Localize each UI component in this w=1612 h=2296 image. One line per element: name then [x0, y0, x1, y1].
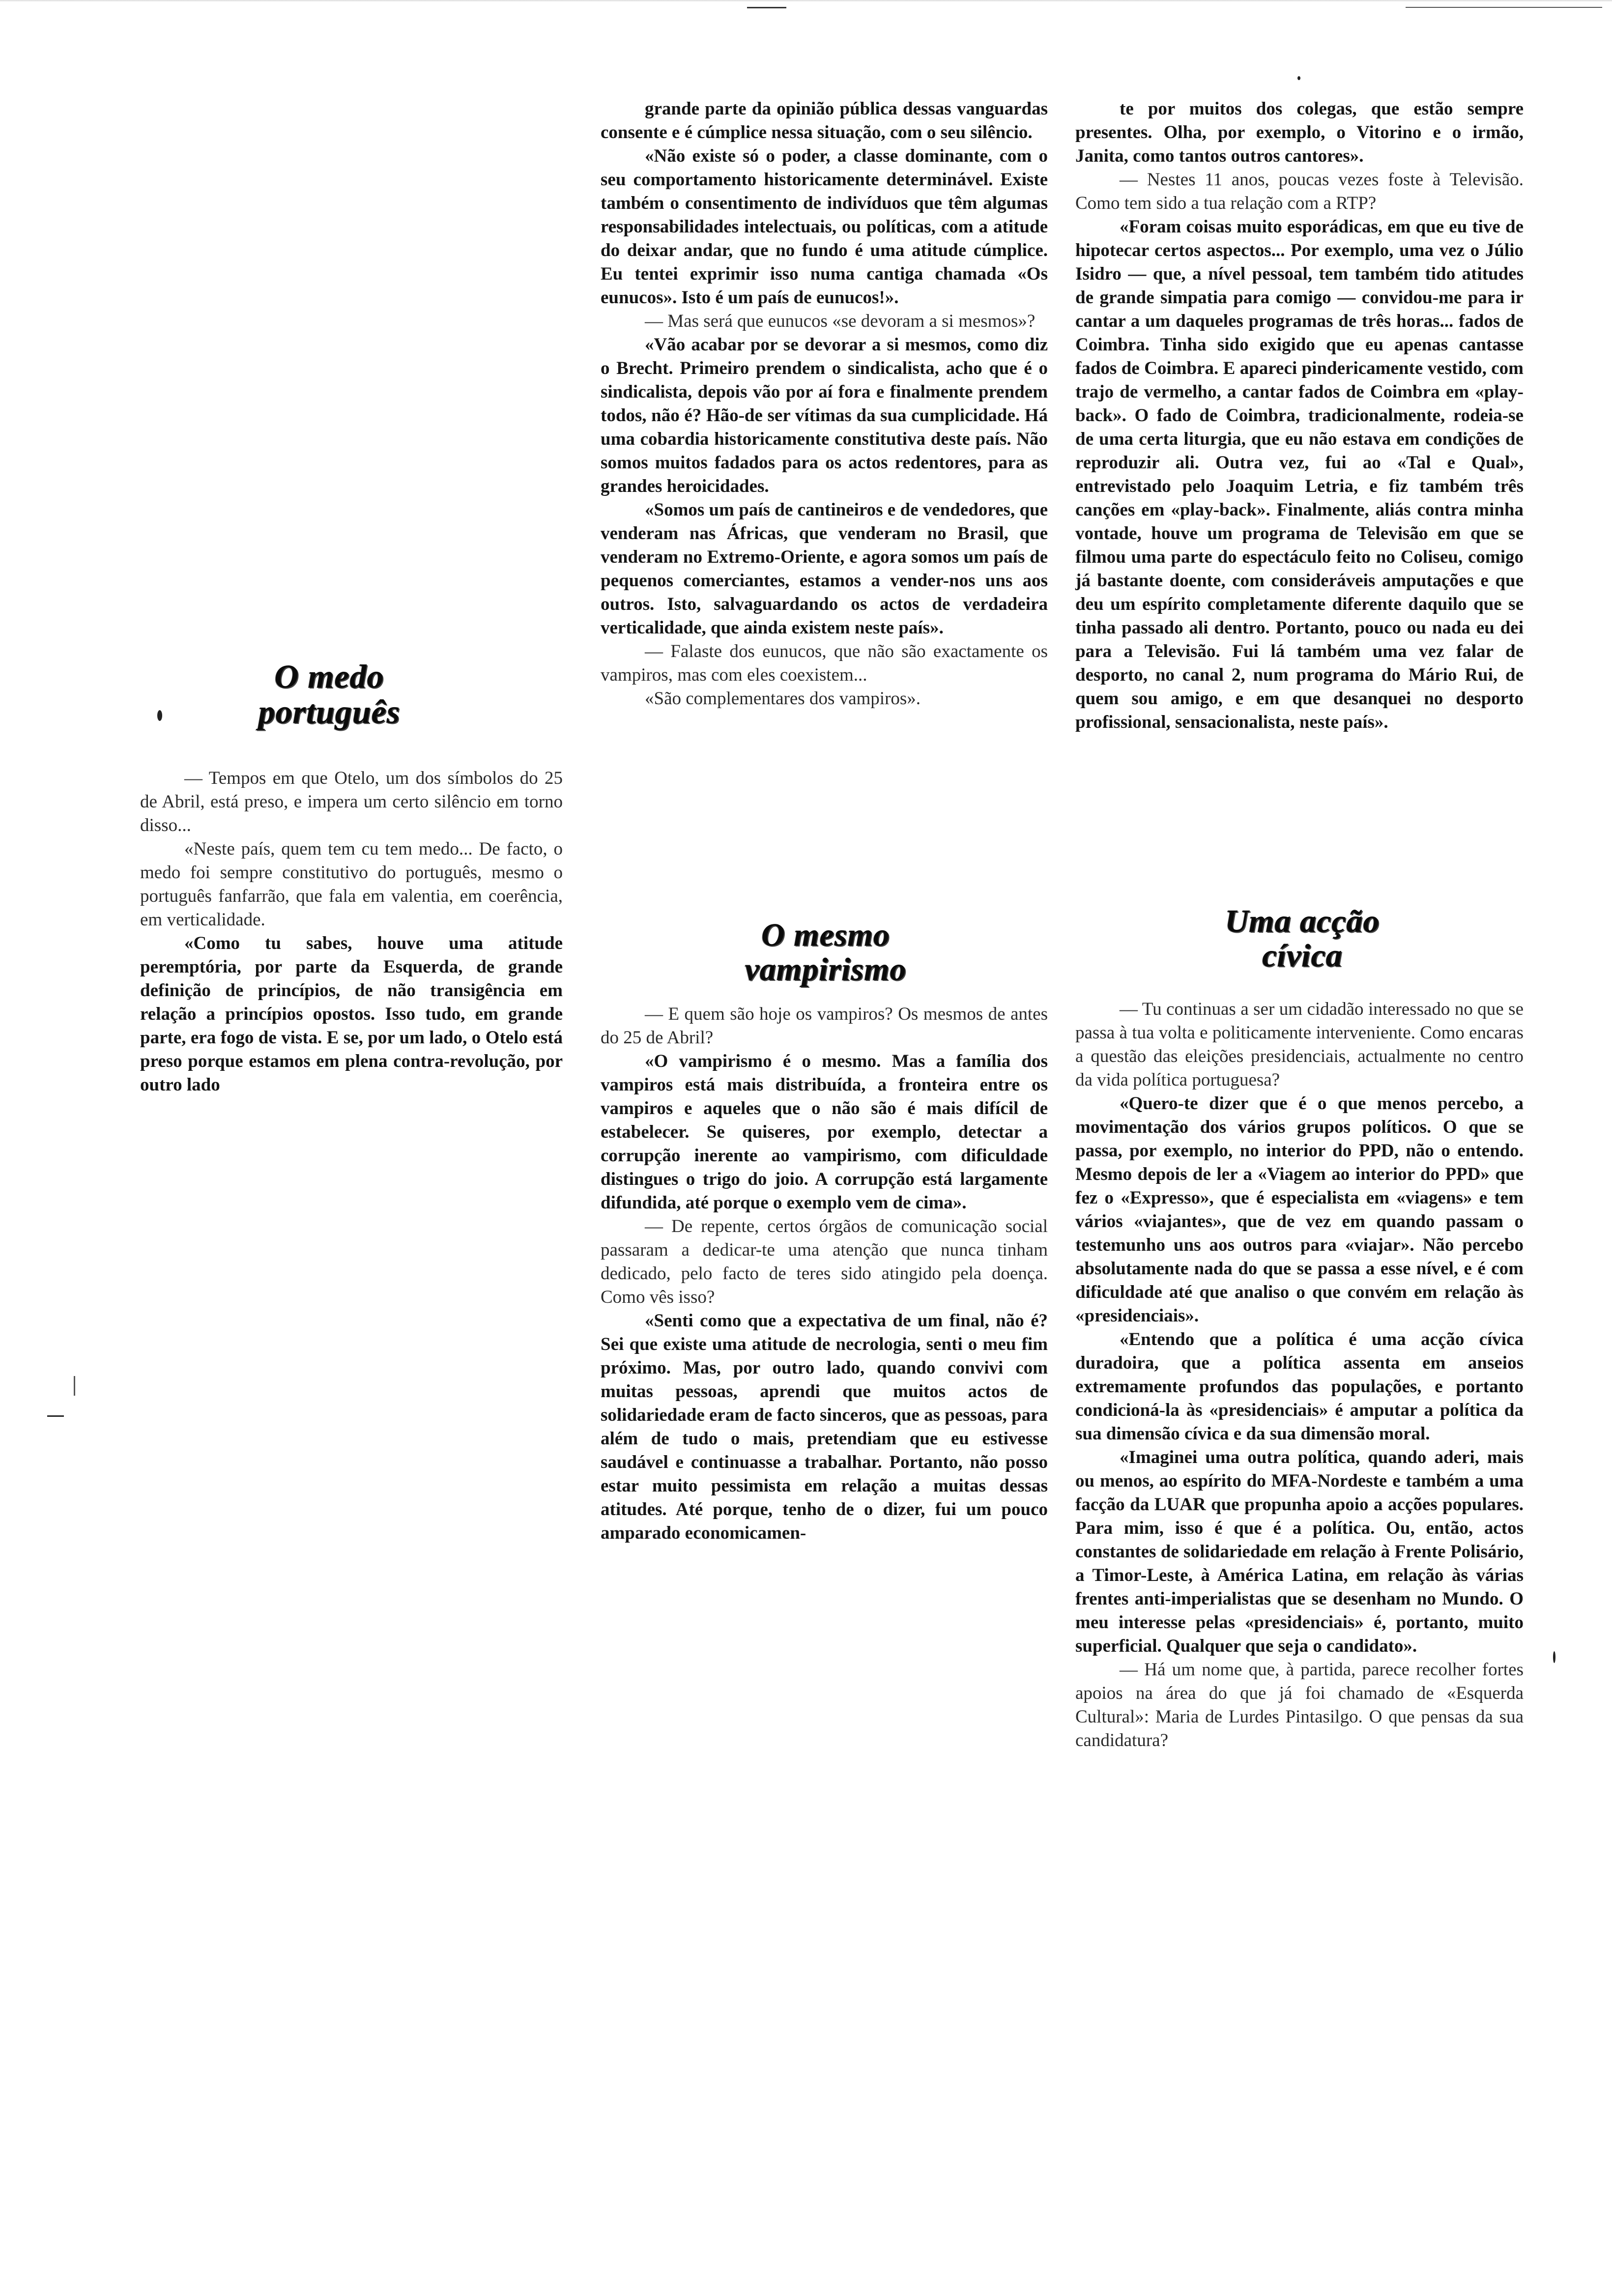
- paragraph: — Nestes 11 anos, poucas vezes foste à Televisão. Como tem sido a tua relação com a RTP?: [1075, 170, 1524, 213]
- scan-speck: [1553, 1651, 1555, 1663]
- paragraph: «Foram coisas muito esporádicas, em que eu tive de hipotecar certos aspectos... Por exemplo, uma vez o Júlio Isidro — que, a nível pessoal, tem também tido atitudes de grande simpatia para comigo — convidou-me para ir cantar a um daqueles programas de três horas... fados de Coimbra. Tinha sido exigido que eu apenas cantasse fados de Coimbra. E apareci pindericamente vestido, com trajo de vermelho, a cantar fados de Coimbra em «play-back». O fado de Coimbra, tradicionalmente, rodeia-se de uma certa liturgia, que eu não estava em condições de reproduzir ali. Outra vez, fui ao «Tal e Qual», entrevistado pelo Joaquim Letria, e fiz também três canções em «play-back». Finalmente, aliás contra minha vontade, houve um programa de Televisão em que se filmou uma parte do espectáculo feito no Coliseu, comigo já bastante doente, com consideráveis amputações e que deu um espírito completamente diferente daquilo que se tinha passado ali dentro. Portanto, pouco ou nada eu dei para a Televisão. Fui lá também uma vez falar de desporto, no canal 2, num programa do Mário Rui, de quem sou amigo, e em que desanquei no desporto profissional, sensacionalista, neste país».: [1075, 217, 1524, 732]
- heading-text: O medo português: [258, 658, 401, 730]
- top-rule-right: [1406, 7, 1602, 8]
- paragraph: — Tu continuas a ser um cidadão interessado no que se passa à tua volta e politicamente interveniente. Como encaras a questão das eleições presidenciais, actualmente no centro da vida política portuguesa?: [1075, 999, 1524, 1090]
- paragraph: «Entendo que a política é uma acção cívica duradoira, que a política assenta em anseios extremamente profundos das populações, e portanto condicioná-la às «presidenciais» é amputar a política da sua dimensão cívica e da sua dimensão moral.: [1075, 1329, 1524, 1444]
- heading-text: O mesmo vampirismo: [745, 917, 907, 987]
- heading-uma-accao-civica: [1189, 904, 1415, 973]
- paragraph: «Imaginei uma outra política, quando aderi, mais ou menos, ao espírito do MFA-Nordeste e também a uma facção da LUAR que propunha apoio a acções populares. Para mim, isso é que é a política. Ou, então, actos constantes de solidariedade em relação à Frente Polisário, a Timor-Leste, à América Latina, em relação às várias frentes anti-imperialistas que se desenham no Mundo. O meu interesse pelas «presidenciais» é, portanto, muito superficial. Qualquer que seja o candidato».: [1075, 1447, 1524, 1656]
- paragraph: te por muitos dos colegas, que estão sempre presentes. Olha, por exemplo, o Vitorino e o irmão, Janita, como tantos outros cantores».: [1075, 99, 1524, 166]
- column-3-bottom: [1075, 998, 1524, 1752]
- paragraph: «Neste país, quem tem cu tem medo... De facto, o medo foi sempre constitutivo do português, mesmo o português fanfarrão, que fala em valentia, em coerência, em verticalidade.: [140, 839, 563, 930]
- paragraph: «Vão acabar por se devorar a si mesmos, como diz o Brecht. Primeiro prendem o sindicalista, acho que é o sindicalista, depois vão por aí fora e finalmente prendem todos, não é? Hão-de ser vítimas da sua cumplicidade. Há uma cobardia historicamente constitutiva deste país. Não somos muitos fadados para os actos redentores, para as grandes heroicidades.: [601, 335, 1048, 496]
- paragraph: — Tempos em que Otelo, um dos símbolos do 25 de Abril, está preso, e impera um certo silêncio em torno disso...: [140, 768, 563, 835]
- scan-edge: [0, 0, 1612, 2]
- paragraph: «Somos um país de cantineiros e de vendedores, que venderam nas Áfricas, que venderam no Brasil, que venderam no Extremo-Oriente, e agora somos um país de pequenos comerciantes, estamos a vender-nos uns aos outros. Isto, salvaguardando os actos de verdadeira verticalidade, que ainda existem neste país».: [601, 500, 1048, 638]
- paragraph: grande parte da opinião pública dessas vanguardas consente e é cúmplice nessa situação, com o seu silêncio.: [601, 99, 1048, 143]
- column-3-top: [1075, 97, 1524, 734]
- paragraph: — E quem são hoje os vampiros? Os mesmos de antes do 25 de Abril?: [601, 1004, 1048, 1048]
- scan-speck: [157, 710, 162, 721]
- paragraph: «São complementares dos vampiros».: [645, 689, 921, 709]
- paragraph: «Não existe só o poder, a classe dominante, com o seu comportamento historicamente determinável. Existe também o consentimento de indivíduos que têm algumas responsabilidades intelectuais, ou políticas, com a atitude do deixar andar, que no fundo é uma atitude cúmplice. Eu tentei exprimir isso numa cantiga chamada «Os eunucos». Isto é um país de eunucos!».: [601, 146, 1048, 308]
- scan-speck: [1297, 76, 1300, 80]
- paragraph: «O vampirismo é o mesmo. Mas a família dos vampiros está mais distribuída, a fronteira entre os vampiros e aqueles que o não são é mais difícil de estabelecer. Se quiseres, por exemplo, detectar a corrupção inerente ao vampirismo, com dificuldade distingues o trigo do joio. A corrupção está largamente difundida, até porque o exemplo vem de cima».: [601, 1051, 1048, 1213]
- paragraph: «Senti como que a expectativa de um final, não é? Sei que existe uma atitude de necrologia, senti o meu fim próximo. Mas, por outro lado, quando convivi com muitas pessoas, aprendi que muitos actos de solidariedade eram de facto sinceros, que as pessoas, para além de tudo o mais, pretendiam que eu estivesse saudável e continuasse a trabalhar. Portanto, não posso estar muito pessimista em relação a muitas dessas atitudes. Até porque, tenho de o dizer, fui um pouco amparado economicamen-: [601, 1311, 1048, 1543]
- heading-text: Uma acção cívica: [1225, 903, 1380, 974]
- paragraph: — Mas será que eunucos «se devoram a si mesmos»?: [645, 311, 1036, 331]
- column-1: [140, 767, 563, 1097]
- scan-mark: [74, 1376, 75, 1396]
- paragraph: «Quero-te dizer que é o que menos percebo, a movimentação dos vários grupos políticos. O que se passa, por exemplo, no interior do PPD, não o entendo. Mesmo depois de ler a «Viagem ao interior do PPD» que fez o «Expresso», que é especialista em «viagens» e tem vários «viajantes», que de vez em quando passam o testemunho uns aos outros para «viajar». Não percebo absolutamente nada do que se passa a esse nível, e é com dificuldade até que analiso o que convém em relação às «presidenciais».: [1075, 1093, 1524, 1326]
- heading-o-mesmo-vampirismo: [708, 918, 944, 987]
- paragraph: «Como tu sabes, houve uma atitude peremptória, por parte da Esquerda, de grande definição de princípios, de não transigência em relação a princípios opostos. Isso tudo, em grande parte, era fogo de vista. E se, por um lado, o Otelo está preso porque estamos em plena contra-revolução, por outro lado: [140, 933, 563, 1095]
- paragraph: — De repente, certos órgãos de comunicação social passaram a dedicar-te uma atenção que nunca tinham dedicado, pelo facto de teres sido atingido pela doença. Como vês isso?: [601, 1216, 1048, 1307]
- paragraph: — Há um nome que, à partida, parece recolher fortes apoios na área do que já foi chamado de «Esquerda Cultural»: Maria de Lurdes Pintasilgo. O que pensas da sua candidatura?: [1075, 1660, 1524, 1751]
- scan-mark: [47, 1415, 64, 1417]
- column-2-bottom: [601, 1003, 1048, 1545]
- top-rule-mark: [747, 7, 786, 8]
- column-2-top: [601, 97, 1048, 711]
- heading-o-medo-portugues: [206, 659, 452, 729]
- paragraph: — Falaste dos eunucos, que não são exactamente os vampiros, mas com eles coexistem...: [601, 641, 1048, 685]
